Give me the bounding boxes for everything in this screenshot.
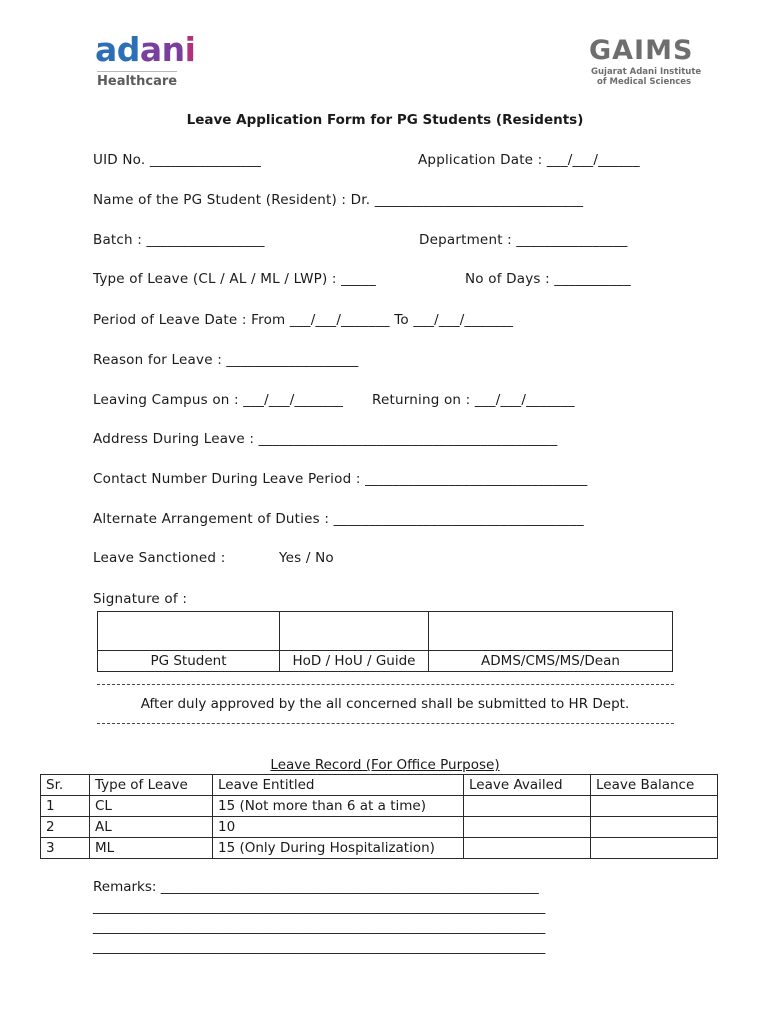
department-field[interactable]: Department : ________________ — [419, 232, 628, 248]
signature-box-hod[interactable] — [280, 612, 429, 651]
alternate-arrangement-field[interactable]: Alternate Arrangement of Duties : ____________________________________ — [93, 511, 584, 527]
cell-sr: 1 — [41, 796, 90, 817]
table-row — [41, 838, 718, 859]
header-sr: Sr. — [41, 775, 90, 796]
gaims-subtitle-line1: Gujarat Adani Institute — [591, 67, 702, 77]
cell-entitled: 15 (Not more than 6 at a time) — [213, 796, 464, 817]
uid-field[interactable]: UID No. ________________ — [93, 152, 262, 168]
leave-period-field[interactable]: Period of Leave Date : From ___/___/_______ To ___/___/_______ — [93, 312, 514, 328]
cell-type: CL — [90, 796, 213, 817]
remarks-field[interactable]: Remarks: ________________________________________________________ — [93, 879, 539, 895]
signature-box-dean[interactable] — [429, 612, 673, 651]
form-title: Leave Application Form for PG Students (Residents) — [186, 112, 584, 128]
cell-balance[interactable] — [591, 817, 718, 838]
logo-part: an — [139, 30, 185, 69]
leaving-campus-field[interactable]: Leaving Campus on : ___/___/_______ — [93, 392, 344, 408]
student-name-field[interactable]: Name of the PG Student (Resident) : Dr. ______________________________ — [93, 192, 584, 208]
remarks-line[interactable]: ___________________________________________________________________ — [93, 899, 546, 915]
table-row — [41, 817, 718, 838]
signature-label-student: PG Student — [98, 651, 280, 672]
cell-sr: 3 — [41, 838, 90, 859]
table-header-row — [41, 775, 718, 796]
remarks-line[interactable]: ___________________________________________________________________ — [93, 919, 546, 935]
cell-availed[interactable] — [464, 817, 591, 838]
gaims-subtitle-line2: of Medical Sciences — [597, 77, 692, 87]
signature-label: Signature of : — [93, 591, 188, 607]
gaims-logo: GAIMS — [589, 35, 694, 66]
dashed-divider — [97, 684, 674, 685]
leave-sanctioned-label: Leave Sanctioned : — [93, 550, 226, 566]
reason-field[interactable]: Reason for Leave : ___________________ — [93, 352, 359, 368]
approval-note: After duly approved by the all concerned shall be submitted to HR Dept. — [140, 696, 630, 712]
signature-label-hod: HoD / HoU / Guide — [280, 651, 429, 672]
leave-sanctioned-options[interactable]: Yes / No — [279, 550, 334, 566]
cell-type: ML — [90, 838, 213, 859]
signature-table — [97, 611, 673, 672]
address-field[interactable]: Address During Leave : ___________________________________________ — [93, 431, 558, 447]
logo-part: i — [184, 30, 196, 69]
signature-box-student[interactable] — [98, 612, 280, 651]
header-type: Type of Leave — [90, 775, 213, 796]
contact-number-field[interactable]: Contact Number During Leave Period : ________________________________ — [93, 471, 588, 487]
header-balance: Leave Balance — [591, 775, 718, 796]
cell-balance[interactable] — [591, 796, 718, 817]
header-entitled: Leave Entitled — [213, 775, 464, 796]
cell-availed[interactable] — [464, 796, 591, 817]
logo-divider — [97, 71, 177, 72]
signature-label-dean: ADMS/CMS/MS/Dean — [429, 651, 673, 672]
cell-type: AL — [90, 817, 213, 838]
cell-balance[interactable] — [591, 838, 718, 859]
remarks-line[interactable]: ___________________________________________________________________ — [93, 939, 546, 955]
dashed-divider — [97, 723, 674, 724]
leave-record-title: Leave Record (For Office Purpose) — [270, 757, 500, 773]
cell-availed[interactable] — [464, 838, 591, 859]
leave-type-field[interactable]: Type of Leave (CL / AL / ML / LWP) : _____ — [93, 271, 376, 287]
cell-entitled: 10 — [213, 817, 464, 838]
days-field[interactable]: No of Days : ___________ — [465, 271, 631, 287]
leave-record-table — [40, 774, 718, 859]
logo-part: ad — [95, 30, 140, 69]
cell-sr: 2 — [41, 817, 90, 838]
application-date-field[interactable]: Application Date : ___/___/______ — [418, 152, 640, 168]
header-availed: Leave Availed — [464, 775, 591, 796]
batch-field[interactable]: Batch : _________________ — [93, 232, 265, 248]
table-row — [41, 796, 718, 817]
logo-subtitle: Healthcare — [97, 74, 178, 89]
adani-healthcare-logo — [95, 30, 196, 69]
returning-field[interactable]: Returning on : ___/___/_______ — [372, 392, 575, 408]
cell-entitled: 15 (Only During Hospitalization) — [213, 838, 464, 859]
